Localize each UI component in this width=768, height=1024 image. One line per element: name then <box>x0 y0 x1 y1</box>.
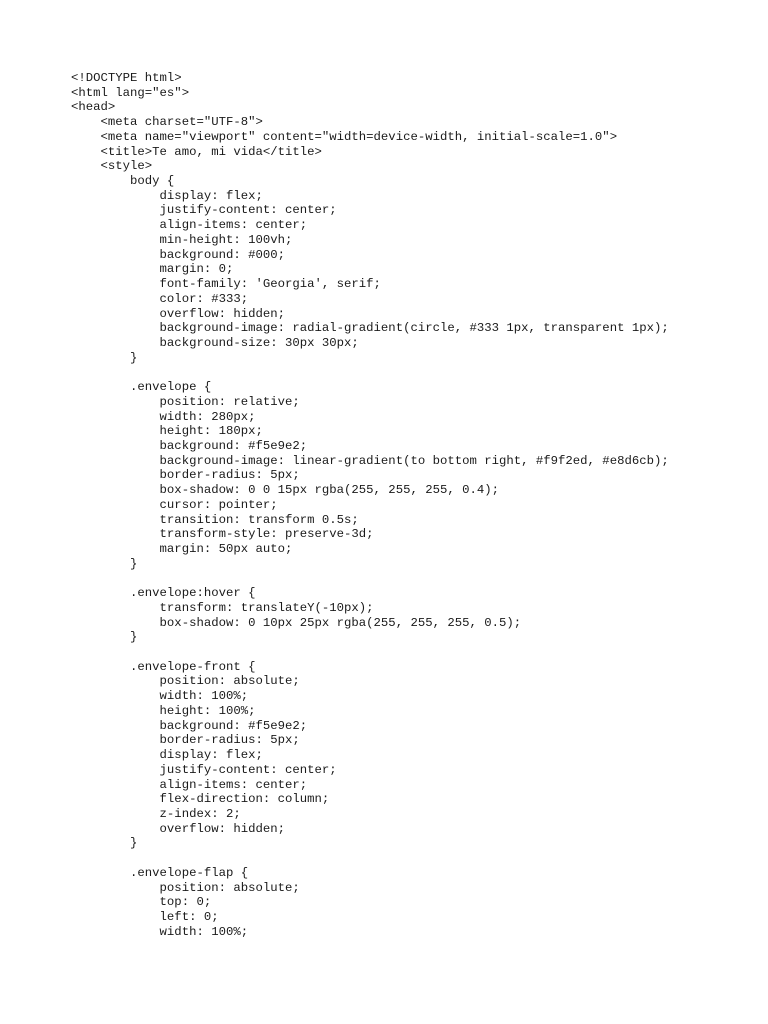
code-line: .envelope { <box>71 380 212 395</box>
code-line: } <box>71 350 138 365</box>
code-line: cursor: pointer; <box>71 497 278 512</box>
code-line: background: #f5e9e2; <box>71 718 308 733</box>
code-line: height: 180px; <box>71 424 263 439</box>
code-line: color: #333; <box>71 291 249 306</box>
code-line: position: relative; <box>71 394 300 409</box>
code-line <box>71 365 669 380</box>
code-line: background: #f5e9e2; <box>71 438 308 453</box>
code-line: z-index: 2; <box>71 806 241 821</box>
code-line: top: 0; <box>71 895 212 910</box>
code-line: justify-content: center; <box>71 203 337 218</box>
code-line: align-items: center; <box>71 218 308 233</box>
code-line: box-shadow: 0 10px 25px rgba(255, 255, 255, 0.5); <box>71 615 522 630</box>
code-line: } <box>71 630 138 645</box>
code-line: background: #000; <box>71 247 286 262</box>
code-line: background-size: 30px 30px; <box>71 335 359 350</box>
code-line: height: 100%; <box>71 703 256 718</box>
code-line: <style> <box>71 159 153 174</box>
code-line: overflow: hidden; <box>71 306 286 321</box>
code-line: <head> <box>71 100 116 115</box>
code-line: display: flex; <box>71 188 263 203</box>
code-line: transform: translateY(-10px); <box>71 600 374 615</box>
code-line: .envelope-flap { <box>71 865 249 880</box>
code-line: transform-style: preserve-3d; <box>71 527 374 542</box>
code-line: .envelope:hover { <box>71 586 256 601</box>
code-line: <title>Te amo, mi vida</title> <box>71 144 322 159</box>
code-line: position: absolute; <box>71 880 300 895</box>
code-line <box>71 851 669 866</box>
code-line: width: 100%; <box>71 689 249 704</box>
code-line: flex-direction: column; <box>71 792 330 807</box>
code-line: margin: 50px auto; <box>71 542 293 556</box>
code-line: margin: 0; <box>71 262 234 277</box>
code-line <box>71 571 669 586</box>
code-line: box-shadow: 0 0 15px rgba(255, 255, 255, 0.4); <box>71 483 500 498</box>
code-line: } <box>71 556 138 571</box>
code-line: align-items: center; <box>71 777 308 792</box>
code-line: left: 0; <box>71 909 219 924</box>
code-line: overflow: hidden; <box>71 821 286 836</box>
code-line: <meta charset="UTF-8"> <box>71 115 263 130</box>
code-line: <!DOCTYPE html> <box>71 71 182 85</box>
code-line: transition: transform 0.5s; <box>71 512 359 527</box>
code-line: } <box>71 836 138 851</box>
code-line: display: flex; <box>71 748 263 763</box>
code-line: <html lang="es"> <box>71 85 190 100</box>
code-line: border-radius: 5px; <box>71 468 300 483</box>
code-line: width: 280px; <box>71 409 256 424</box>
code-listing <box>71 71 669 939</box>
code-line: <meta name="viewport" content="width=device-width, initial-scale=1.0"> <box>71 129 618 144</box>
code-line <box>71 645 669 660</box>
code-line: min-height: 100vh; <box>71 232 293 247</box>
code-line: body { <box>71 174 175 189</box>
code-line: .envelope-front { <box>71 659 256 674</box>
code-line: border-radius: 5px; <box>71 733 300 748</box>
code-line: font-family: 'Georgia', serif; <box>71 277 381 292</box>
code-line: position: absolute; <box>71 674 300 689</box>
code-line: width: 100%; <box>71 924 249 939</box>
code-line: background-image: radial-gradient(circle, #333 1px, transparent 1px); <box>71 321 669 336</box>
code-line: background-image: linear-gradient(to bottom right, #f9f2ed, #e8d6cb); <box>71 453 669 468</box>
code-line: justify-content: center; <box>71 762 337 777</box>
